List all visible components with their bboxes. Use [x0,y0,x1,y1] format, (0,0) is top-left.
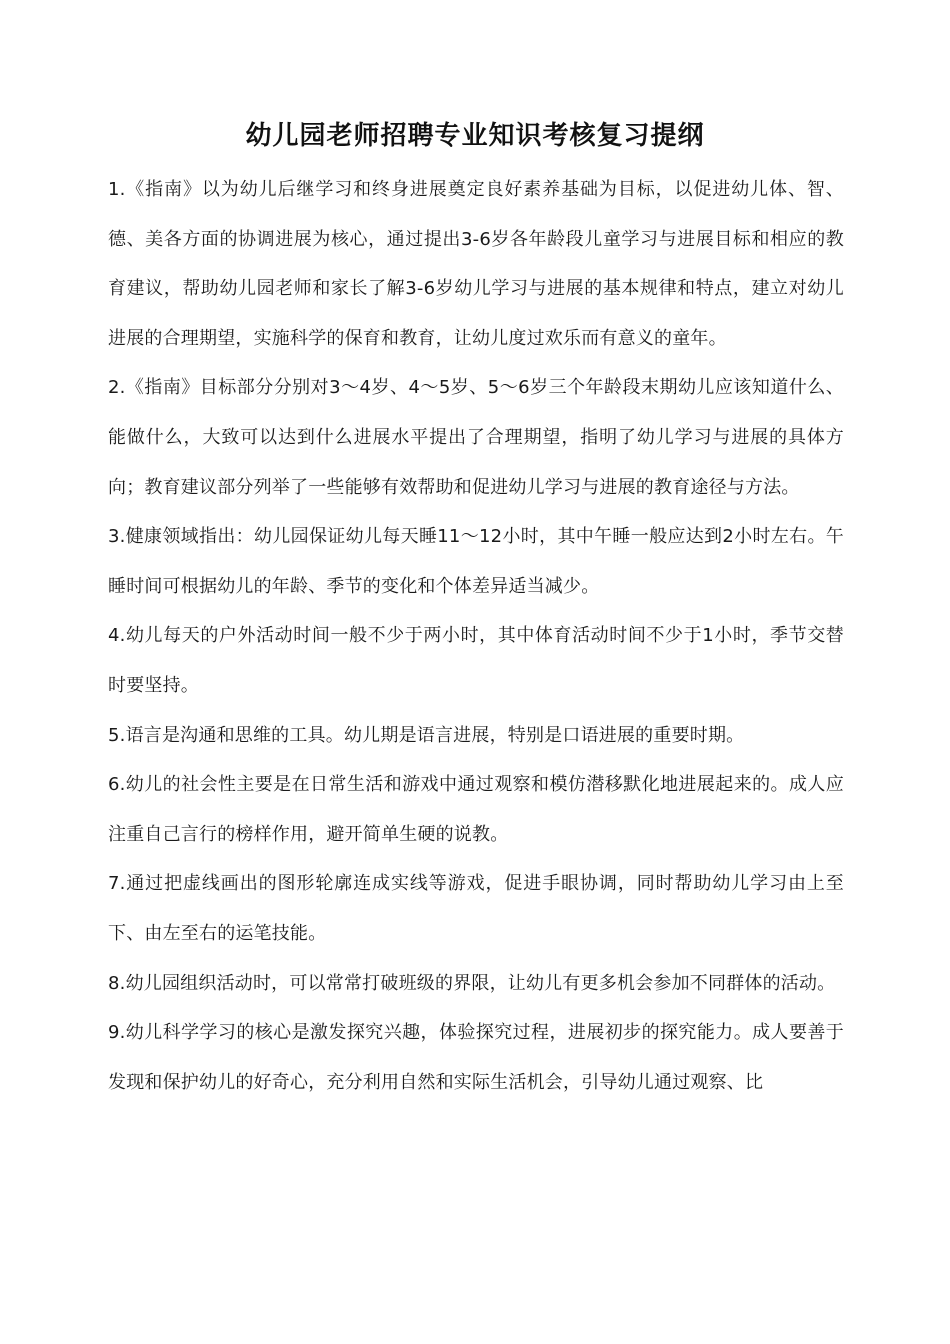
paragraph-2: 2.《指南》目标部分分别对3～4岁、4～5岁、5～6岁三个年龄段末期幼儿应该知道什么、能做什么，大致可以达到什么进展水平提出了合理期望，指明了幼儿学习与进展的具体方向；教育建议部分列举了一些能够有效帮助和促进幼儿学习与进展的教育途径与方法。 [108,377,844,498]
paragraph-1: 1.《指南》以为幼儿后继学习和终身进展奠定良好素养基础为目标，以促进幼儿体、智、德、美各方面的协调进展为核心，通过提出3-6岁各年龄段儿童学习与进展目标和相应的教育建议，帮助幼儿园老师和家长了解3-6岁幼儿学习与进展的基本规律和特点，建立对幼儿进展的合理期望，实施科学的保育和教育，让幼儿度过欢乐而有意义的童年。 [108,179,844,349]
paragraph-9: 9.幼儿科学学习的核心是激发探究兴趣，体验探究过程，进展初步的探究能力。成人要善于发现和保护幼儿的好奇心，充分利用自然和实际生活机会，引导幼儿通过观察、比 [108,1022,844,1093]
paragraph-7: 7.通过把虚线画出的图形轮廓连成实线等游戏，促进手眼协调，同时帮助幼儿学习由上至下、由左至右的运笔技能。 [108,873,844,944]
paragraph-8: 8.幼儿园组织活动时，可以常常打破班级的界限，让幼儿有更多机会参加不同群体的活动。 [108,972,836,994]
paragraph-3: 3.健康领域指出：幼儿园保证幼儿每天睡11～12小时，其中午睡一般应达到2小时左右。午睡时间可根据幼儿的年龄、季节的变化和个体差异适当减少。 [108,526,844,597]
document-body [108,165,844,1107]
paragraph-6: 6.幼儿的社会性主要是在日常生活和游戏中通过观察和模仿潜移默化地进展起来的。成人应注重自己言行的榜样作用，避开简单生硬的说教。 [108,774,844,845]
paragraph-5: 5.语言是沟通和思维的工具。幼儿期是语言进展，特别是口语进展的重要时期。 [108,724,745,746]
paragraph-4: 4.幼儿每天的户外活动时间一般不少于两小时，其中体育活动时间不少于1小时，季节交替时要坚持。 [108,625,844,696]
document-title: 幼儿园老师招聘专业知识考核复习提纲 [245,121,705,151]
